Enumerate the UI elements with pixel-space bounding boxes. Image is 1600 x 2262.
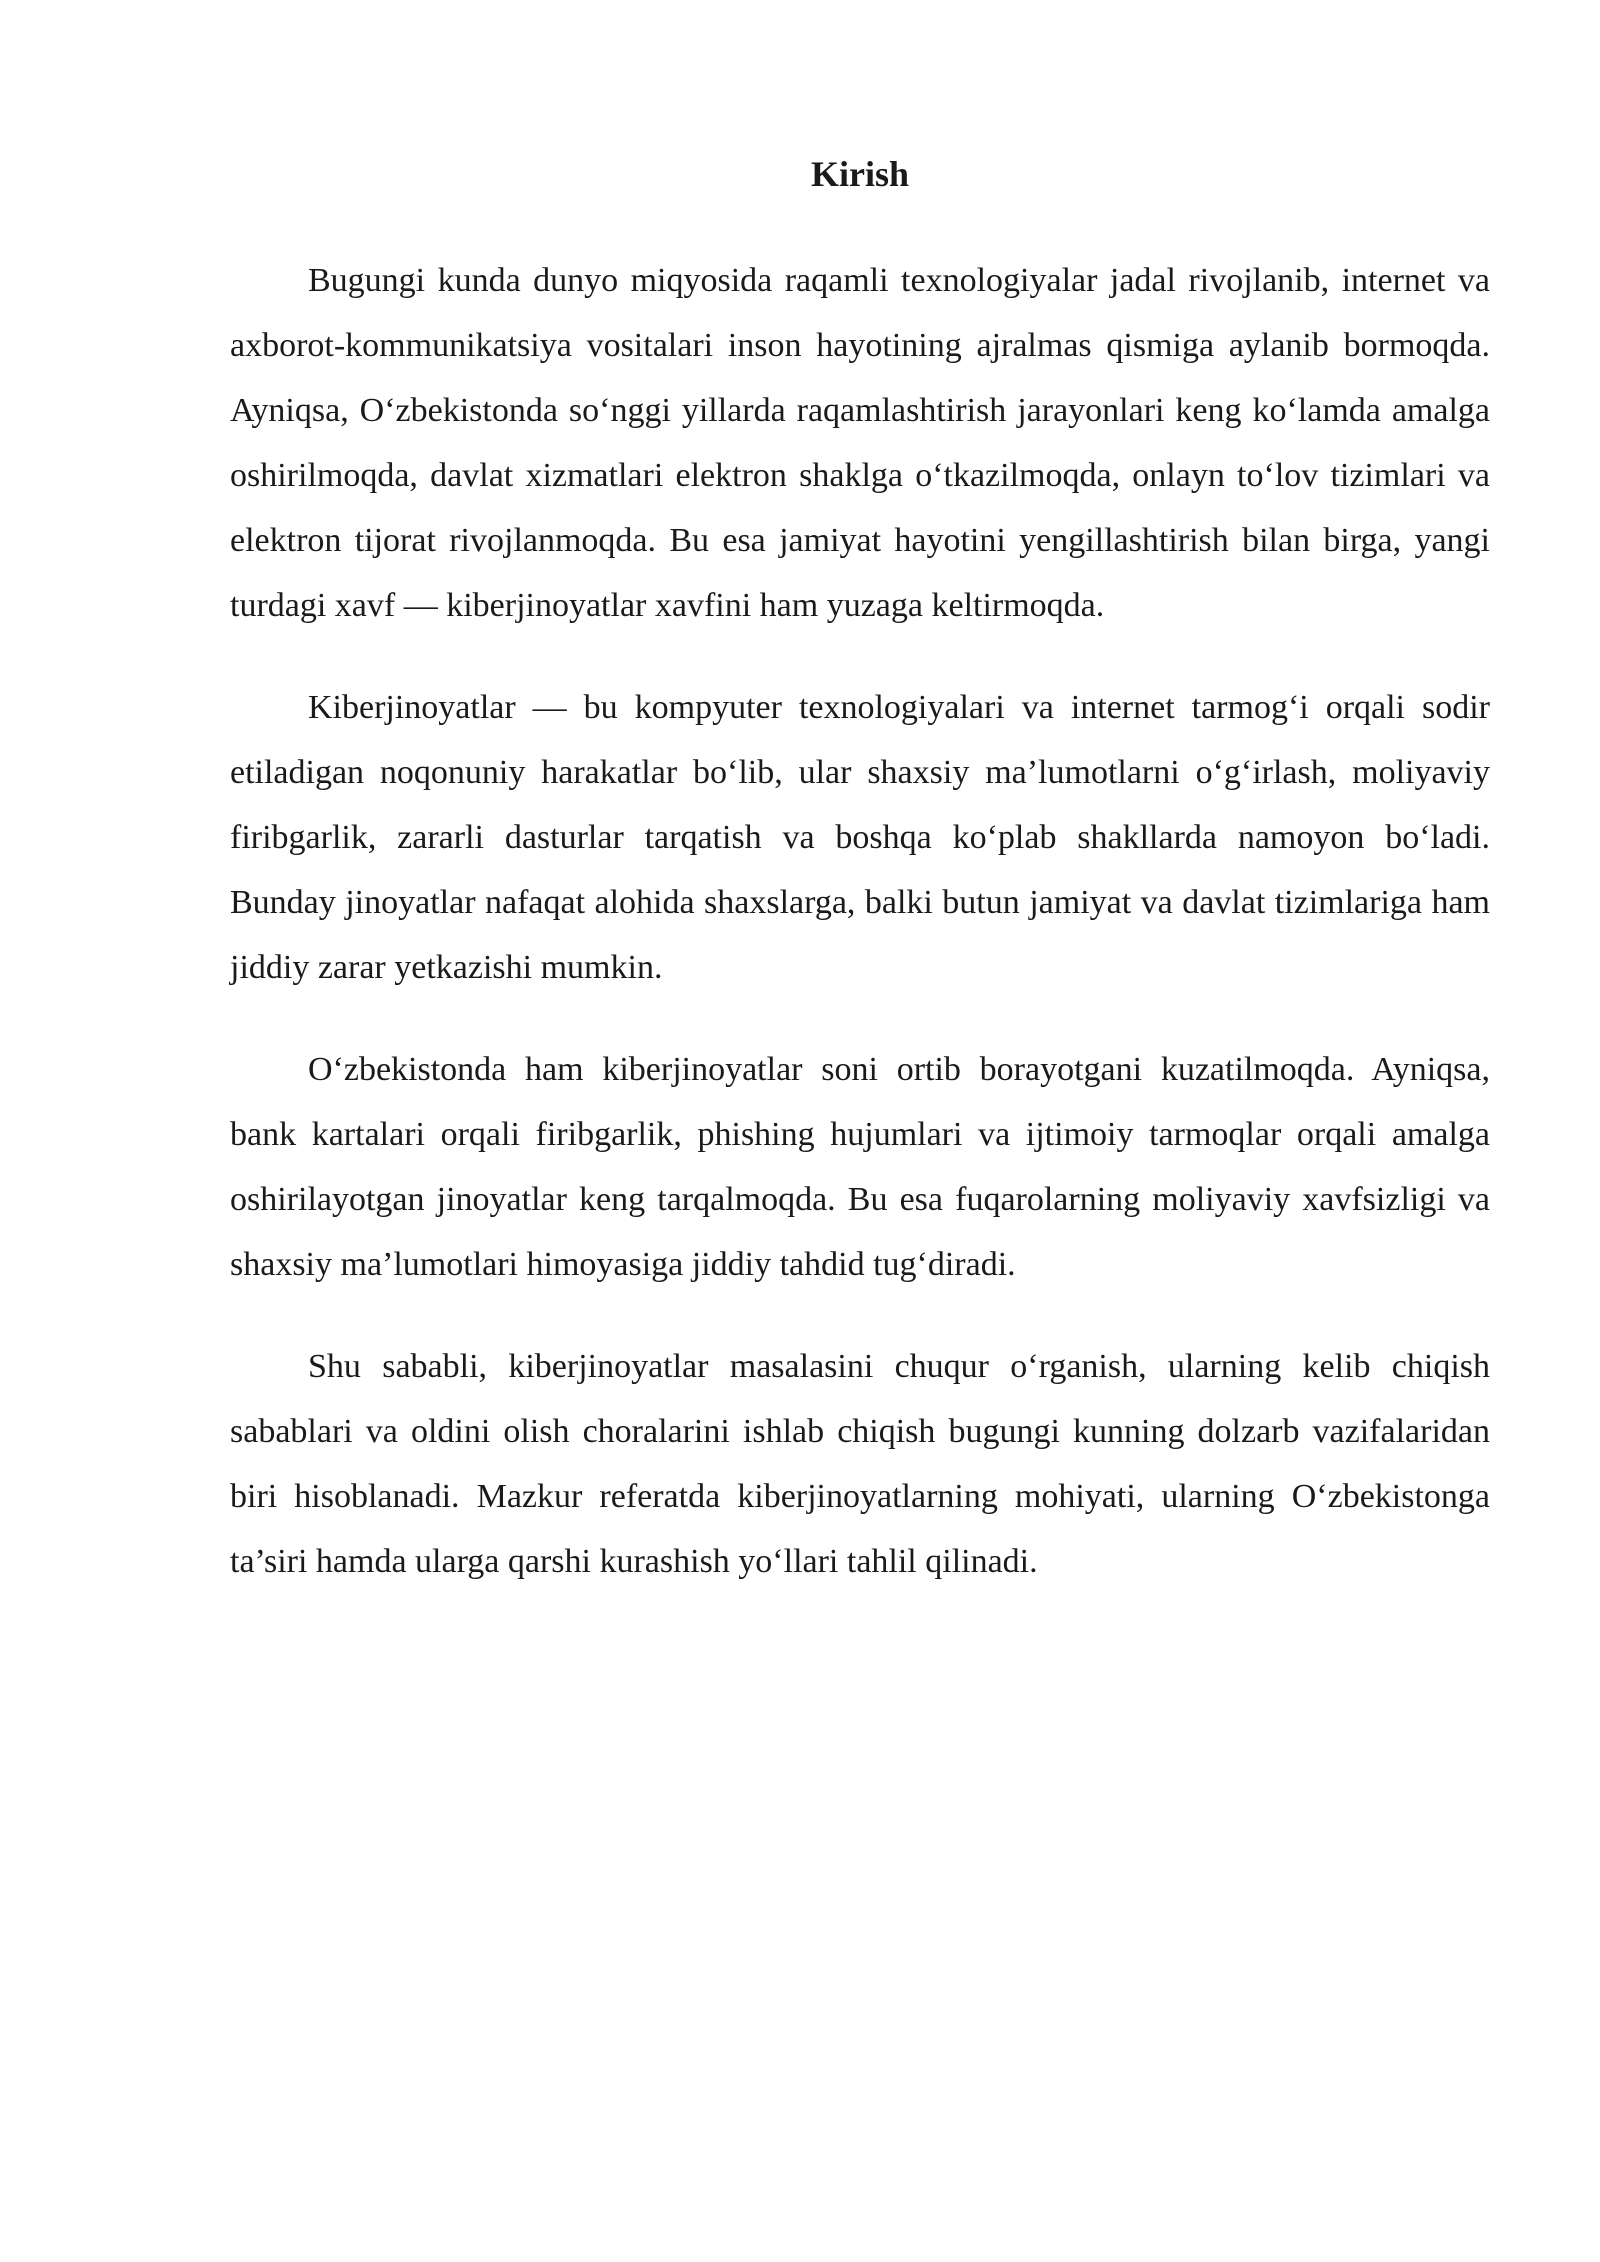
document-page — [230, 150, 1490, 1631]
paragraph-1: Bugungi kunda dunyo miqyosida raqamli texnologiyalar jadal rivojlanib, internet va axborot-kommunikatsiya vositalari inson hayotining ajralmas qismiga aylanib bormoqda. Ayniqsa, O‘zbekistonda so‘nggi yillarda raqamlashtirish jarayonlari keng ko‘lamda amalga oshirilmoqda, davlat xizmatlari elektron shaklga o‘tkazilmoqda, onlayn to‘lov tizimlari va elektron tijorat rivojlanmoqda. Bu esa jamiyat hayotini yengillashtirish bilan birga, yangi turdagi xavf — kiberjinoyatlar xavfini ham yuzaga keltirmoqda. — [230, 262, 1490, 624]
paragraph-2: Kiberjinoyatlar — bu kompyuter texnologiyalari va internet tarmog‘i orqali sodir etiladigan noqonuniy harakatlar bo‘lib, ular shaxsiy ma’lumotlarni o‘g‘irlash, moliyaviy firibgarlik, zararli dasturlar tarqatish va boshqa ko‘plab shakllarda namoyon bo‘ladi. Bunday jinoyatlar nafaqat alohida shaxslarga, balki butun jamiyat va davlat tizimlariga ham jiddiy zarar yetkazishi mumkin. — [230, 689, 1490, 986]
paragraph-4: Shu sababli, kiberjinoyatlar masalasini chuqur o‘rganish, ularning kelib chiqish sabablari va oldini olish choralarini ishlab chiqish bugungi kunning dolzarb vazifalaridan biri hisoblanadi. Mazkur referatda kiberjinoyatlarning mohiyati, ularning O‘zbekistonga ta’siri hamda ularga qarshi kurashish yo‘llari tahlil qilinadi. — [230, 1348, 1490, 1580]
page-title: Kirish — [810, 154, 909, 194]
paragraph-3: O‘zbekistonda ham kiberjinoyatlar soni ortib borayotgani kuzatilmoqda. Ayniqsa, bank kartalari orqali firibgarlik, phishing hujumlari va ijtimoiy tarmoqlar orqali amalga oshirilayotgan jinoyatlar keng tarqalmoqda. Bu esa fuqarolarning moliyaviy xavfsizligi va shaxsiy ma’lumotlari himoyasiga jiddiy tahdid tug‘diradi. — [230, 1051, 1490, 1283]
